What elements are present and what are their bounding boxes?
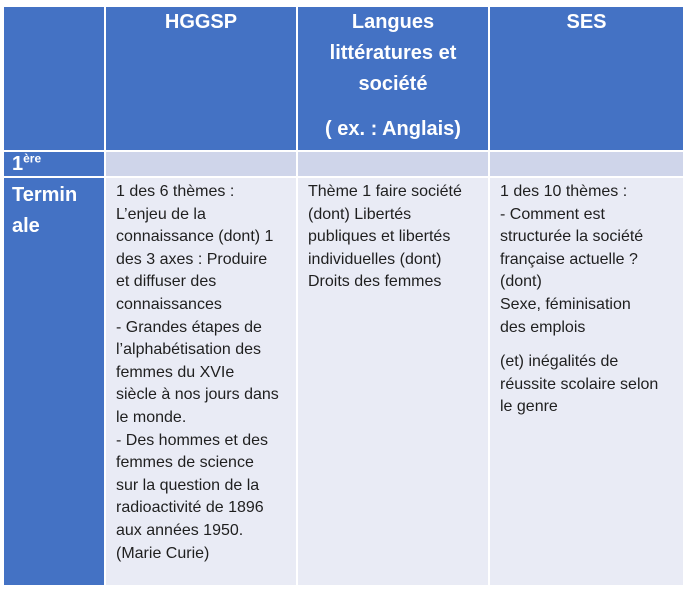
- cell-text-line: (et) inégalités de: [500, 353, 619, 371]
- cell-premiere-ses: [489, 151, 684, 177]
- header-row: [3, 6, 684, 151]
- header-llcer: [297, 6, 489, 151]
- header-hggsp: [105, 6, 297, 151]
- cell-text-line: le genre: [500, 398, 558, 416]
- cell-text-line: réussite scolaire selon: [500, 375, 659, 393]
- cell-premiere-hggsp: [105, 151, 297, 177]
- header-llcer-line: Langues: [351, 11, 435, 33]
- cell-text-line: Sexe, féminisation: [500, 295, 631, 313]
- cell-text-line: des 3 axes : Produire: [116, 250, 268, 268]
- cell-text-line: publiques et libertés: [308, 228, 451, 246]
- cell-text-line: - Des hommes et des: [116, 431, 269, 449]
- cell-terminale-ses: [489, 177, 684, 586]
- cell-text-line: française actuelle ?: [500, 250, 638, 268]
- cell-text-line: Thème 1 faire société: [308, 183, 462, 200]
- cell-text-line: des emplois: [500, 318, 586, 336]
- row-label-terminale: [3, 177, 105, 586]
- row-label-premiere: [3, 151, 105, 177]
- row-terminale: [3, 177, 684, 586]
- cell-text-line: 1 des 6 thèmes :: [116, 183, 235, 200]
- cell-premiere-llcer: [297, 151, 489, 177]
- cell-text-line: siècle à nos jours dans: [116, 386, 279, 404]
- cell-terminale-llcer: [297, 177, 489, 586]
- header-llcer-line: littératures et: [329, 42, 457, 64]
- header-hggsp-label: HGGSP: [164, 11, 238, 33]
- cell-text-line: sur la question de la: [116, 476, 260, 494]
- cell-text-line: - Comment est: [500, 205, 605, 223]
- curriculum-table: [2, 5, 685, 587]
- cell-text-line: (dont) Libertés: [308, 205, 412, 223]
- cell-text-line: 1 des 10 thèmes :: [500, 183, 628, 200]
- header-ses: [489, 6, 684, 151]
- cell-text-line: femmes du XVIe: [116, 363, 235, 381]
- cell-text-line: (Marie Curie): [116, 544, 210, 562]
- cell-text-line: et diffuser des: [116, 273, 217, 291]
- row-label-terminale-line: ale: [12, 215, 40, 237]
- row-label-premiere-text: 1: [12, 153, 24, 175]
- header-ses-label: SES: [566, 11, 607, 33]
- row-premiere: [3, 151, 684, 177]
- row-label-terminale-line: Termin: [12, 184, 78, 206]
- cell-text-line: individuelles (dont): [308, 250, 442, 268]
- cell-terminale-hggsp: [105, 177, 297, 586]
- cell-text-line: l’alphabétisation des: [116, 341, 261, 359]
- cell-text-line: connaissance (dont) 1: [116, 228, 274, 246]
- cell-text-line: radioactivité de 1896: [116, 499, 264, 517]
- cell-text-line: (dont): [500, 273, 542, 291]
- cell-text-line: Droits des femmes: [308, 273, 442, 291]
- cell-text-line: structurée la société: [500, 228, 644, 246]
- header-llcer-example: ( ex. : Anglais): [325, 118, 461, 140]
- cell-text-line: - Grandes étapes de: [116, 318, 262, 336]
- cell-text-line: L’enjeu de la: [116, 205, 206, 223]
- cell-text-line: connaissances: [116, 295, 222, 313]
- cell-text-line: aux années 1950.: [116, 521, 244, 539]
- header-corner-cell: [3, 6, 105, 151]
- cell-text-line: femmes de science: [116, 454, 254, 472]
- cell-text-line: le monde.: [116, 408, 187, 426]
- row-label-premiere-sup: ère: [23, 151, 42, 166]
- header-llcer-line: société: [358, 73, 428, 95]
